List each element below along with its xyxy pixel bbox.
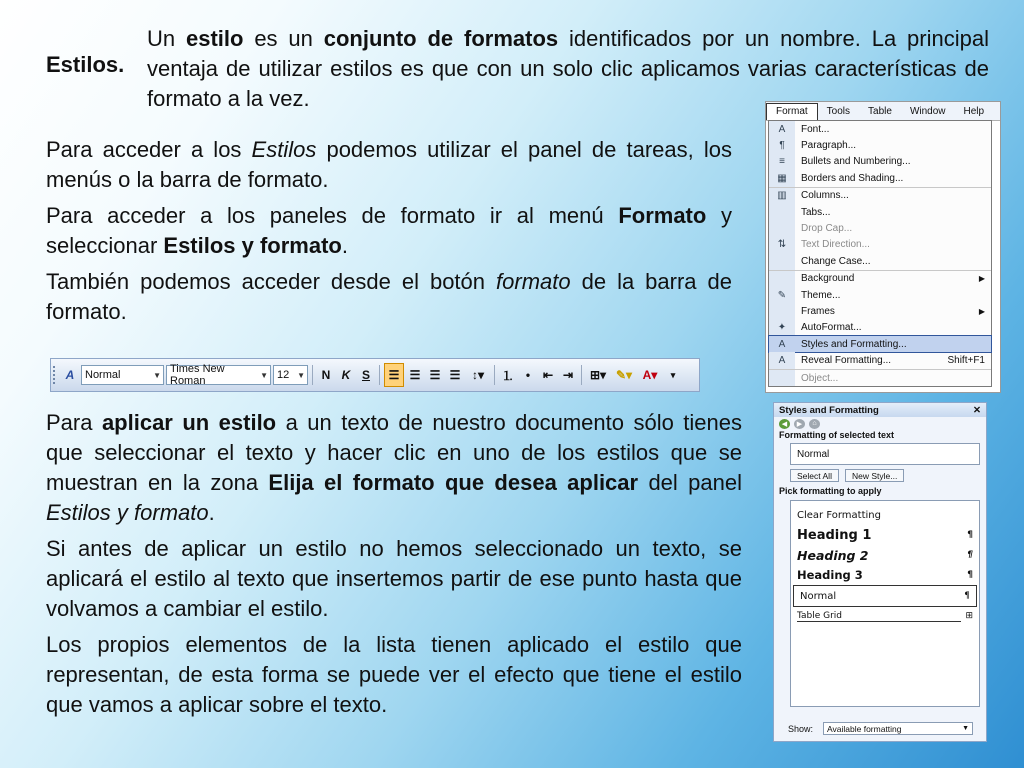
blank-icon — [769, 271, 795, 287]
styles-formatting-pane — [773, 402, 987, 742]
submenu-arrow-icon: ▶ — [978, 274, 985, 284]
style-item-heading-3[interactable]: Heading 3 ¶ — [797, 568, 973, 582]
toolbar-separator — [581, 365, 582, 385]
toolbar-separator — [312, 365, 313, 385]
text-direction-icon: ⇅ — [769, 237, 795, 253]
close-icon[interactable]: ✕ — [973, 404, 981, 416]
bold-button[interactable]: N — [321, 368, 331, 382]
dropdown-arrow-icon: ▼ — [297, 370, 305, 380]
select-all-button[interactable]: Select All — [790, 469, 839, 482]
body-text-upper — [46, 135, 732, 333]
blank-icon — [769, 220, 795, 236]
show-select[interactable]: Available formatting ▼ — [823, 722, 973, 735]
format-menu-list — [768, 120, 992, 387]
blank-icon — [769, 370, 795, 386]
paragraph-no-selection: Si antes de aplicar un estilo no hemos seleccionado un texto, se aplicará el estilo al texto que insertemos partir de ese punto hasta que volvamos a cambiar el estilo. — [46, 536, 742, 621]
decrease-indent-icon[interactable]: ⇤ — [542, 368, 554, 382]
dropdown-arrow-icon: ▼ — [153, 370, 161, 380]
style-item-heading-1[interactable]: Heading 1 ¶ — [797, 527, 973, 543]
underline-button[interactable]: S — [361, 368, 370, 382]
menu-item-bullets[interactable]: ≡ Bullets and Numbering... — [769, 154, 991, 170]
styles-list — [790, 500, 980, 707]
align-right-icon[interactable]: ☰ — [429, 368, 441, 382]
dropdown-arrow-icon: ▼ — [962, 725, 970, 732]
paragraph-button: También podemos acceder desde el botón formato de la barra de formato. — [46, 269, 733, 324]
theme-icon: ✎ — [769, 287, 795, 303]
pane-buttons — [790, 469, 986, 482]
menu-item-change-case[interactable]: Change Case... — [769, 253, 991, 269]
back-icon[interactable]: ◀ — [779, 419, 790, 429]
paragraph-list-preview: Los propios elementos de la lista tienen aplicado el estilo que representan, de esta forma se puede ver el efecto que tiene el estilo que vamos a aplicar sobre el texto. — [46, 632, 742, 717]
current-format-field[interactable]: Normal — [790, 443, 980, 465]
style-item-clear[interactable]: Clear Formatting — [797, 509, 881, 521]
menu-table[interactable]: Table — [868, 105, 892, 117]
reveal-formatting-icon: A — [769, 352, 795, 368]
current-format-label: Formatting of selected text — [779, 430, 895, 440]
menu-item-theme[interactable]: ✎ Theme... — [769, 287, 991, 303]
numbering-icon[interactable]: ⒈ — [501, 368, 514, 383]
show-row: Show: Available formatting ▼ — [788, 722, 973, 735]
pick-format-label: Pick formatting to apply — [779, 486, 882, 496]
toolbar-separator — [379, 365, 380, 385]
intro-paragraph: Un estilo es un conjunto de formatos identificados por un nombre. La principal ventaja de utilizar estilos es que con un solo clic aplicamos varias características de formato a la vez. — [147, 26, 989, 111]
blank-icon — [769, 303, 795, 319]
highlight-icon[interactable]: ✎▾ — [615, 368, 633, 382]
body-text-lower — [46, 408, 742, 726]
toolbar-separator — [494, 365, 495, 385]
italic-button[interactable]: K — [341, 368, 351, 382]
styles-icon: A — [769, 336, 795, 352]
paragraph-menu: Para acceder a los paneles de formato ir al menú Formato y seleccionar Estilos y formato. — [46, 203, 732, 258]
bullets-icon: ≡ — [769, 154, 795, 170]
font-size-select[interactable]: 12 ▼ — [273, 365, 308, 385]
menu-item-columns[interactable]: ▥ Columns... — [769, 187, 991, 204]
menu-item-paragraph[interactable]: ¶ Paragraph... — [769, 137, 991, 153]
toolbar-options-icon[interactable]: ▾ — [670, 369, 676, 380]
formatting-toolbar — [50, 358, 700, 392]
menu-item-frames[interactable]: Frames ▶ — [769, 303, 991, 319]
paragraph-icon: ¶ — [769, 137, 795, 153]
pane-title-bar: Styles and Formatting ✕ — [774, 403, 986, 417]
line-spacing-icon[interactable]: ↕▾ — [471, 368, 485, 382]
menu-item-borders[interactable]: ▦ Borders and Shading... — [769, 170, 991, 186]
section-heading: Estilos. — [46, 52, 125, 77]
new-style-button[interactable]: New Style... — [845, 469, 904, 482]
borders-icon: ▦ — [769, 170, 795, 186]
style-select[interactable]: Normal ▼ — [81, 365, 164, 385]
menu-item-background[interactable]: Background ▶ — [769, 270, 991, 287]
blank-icon — [769, 204, 795, 220]
menu-help[interactable]: Help — [963, 105, 985, 117]
align-center-icon[interactable]: ☰ — [409, 368, 421, 382]
toolbar-grip[interactable] — [51, 364, 59, 386]
menu-item-object[interactable]: Object... — [769, 369, 991, 386]
blank-icon — [769, 253, 795, 269]
home-icon[interactable]: ⌂ — [809, 419, 820, 429]
menu-item-tabs[interactable]: Tabs... — [769, 204, 991, 220]
increase-indent-icon[interactable]: ⇥ — [562, 368, 574, 382]
style-item-normal[interactable]: Normal ¶ — [793, 585, 977, 607]
dropdown-arrow-icon: ▼ — [260, 370, 268, 380]
style-item-heading-2[interactable]: Heading 2 ¶ — [797, 547, 973, 563]
columns-icon: ▥ — [769, 188, 795, 204]
align-left-icon[interactable]: ☰ — [384, 363, 404, 387]
menu-item-styles-and-formatting[interactable]: A Styles and Formatting... — [769, 336, 991, 352]
menu-tools[interactable]: Tools — [826, 105, 851, 117]
submenu-arrow-icon: ▶ — [978, 306, 985, 316]
justify-icon[interactable]: ☰ — [449, 368, 461, 382]
borders-icon[interactable]: ⊞▾ — [589, 368, 607, 382]
paragraph-apply: Para aplicar un estilo a un texto de nuestro documento sólo tienes que seleccionar el texto y hacer clic en uno de los estilos que se muestran en la zona Elija el formato que desea aplicar del panel Estilos y formato. — [46, 410, 742, 525]
menu-window[interactable]: Window — [909, 105, 946, 117]
format-menu — [765, 101, 1001, 393]
menu-format[interactable]: Format — [766, 103, 818, 120]
styles-pane-icon[interactable]: A — [65, 368, 75, 382]
font-color-icon[interactable]: A▾ — [642, 368, 658, 382]
menu-item-text-direction[interactable]: ⇅ Text Direction... — [769, 237, 991, 253]
pane-nav — [774, 417, 986, 430]
font-select[interactable]: Times New Roman ▼ — [166, 365, 271, 385]
forward-icon[interactable]: ▶ — [794, 419, 805, 429]
paragraph-panels: Para acceder a los Estilos podemos utilizar el panel de tareas, los menús o la barra de formato. — [46, 137, 732, 192]
style-item-table-grid[interactable]: Table Grid ⊞ — [797, 610, 973, 621]
menu-item-autoformat[interactable]: ✦ AutoFormat... — [769, 320, 991, 336]
autoformat-icon: ✦ — [769, 320, 795, 336]
menu-item-reveal-formatting[interactable]: A Reveal Formatting... Shift+F1 — [769, 352, 991, 368]
menu-bar — [766, 102, 1000, 121]
menu-item-drop-cap[interactable]: Drop Cap... — [769, 220, 991, 236]
bullets-icon[interactable]: • — [525, 368, 531, 382]
font-icon: A — [769, 121, 795, 137]
menu-item-font[interactable]: A Font... — [769, 121, 991, 137]
